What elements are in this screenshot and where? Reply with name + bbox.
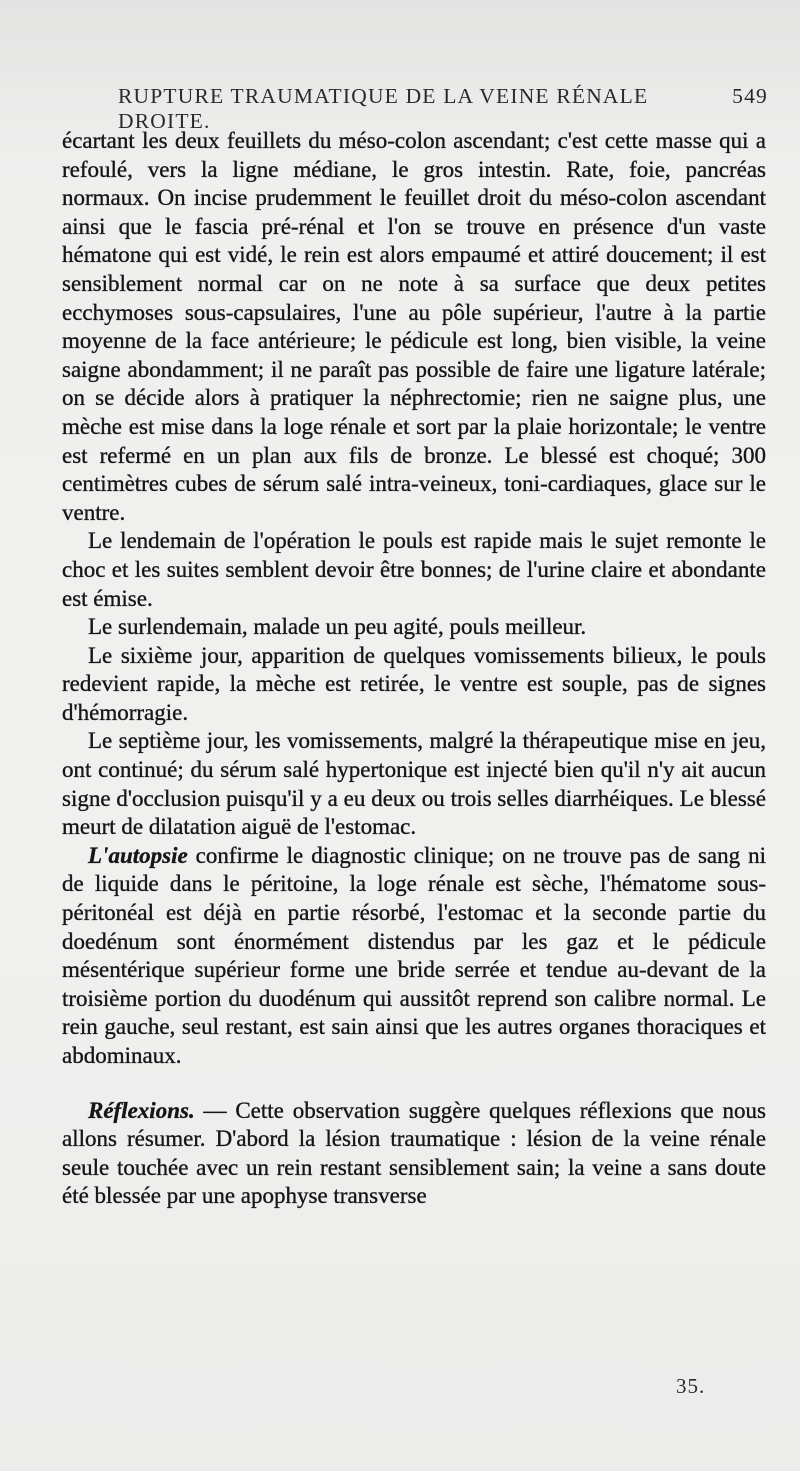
autopsy-lead: L'autopsie — [88, 842, 188, 868]
paragraph-reflexions — [62, 1097, 766, 1211]
body-text — [62, 127, 766, 1211]
signature-mark: 35. — [676, 1374, 706, 1398]
reflexions-text: — Cette observation suggère quelques réflexions que nous allons résumer. D'abord la lésion traumatique : lésion de la veine rénale seule touchée avec un rein restant sensiblement sain; la veine a sans doute été blessée par une apophyse transverse — [62, 1097, 766, 1209]
paragraph-autopsy — [62, 842, 766, 1071]
reflexions-lead: Réflexions. — [88, 1097, 195, 1123]
paragraph-second-day: Le surlendemain, malade un peu agité, pouls meilleur. — [88, 614, 587, 640]
running-title: RUPTURE TRAUMATIQUE DE LA VEINE RÉNALE DROITE. — [118, 84, 649, 133]
paragraph-sixth-day: Le sixième jour, apparition de quelques vomissements bilieux, le pouls redevient rapide, la mèche est retirée, le ventre est souple, pas de signes d'hémorragie. — [62, 642, 766, 725]
paragraph-seventh-day: Le septième jour, les vomissements, malgré la thérapeutique mise en jeu, ont continué; du sérum salé hypertonique est injecté bien qu'il n'y ait aucun signe d'occlusion puisqu'il y a eu deux ou trois selles diarrhéiques. Le blessé meurt de dilatation aiguë de l'estomac. — [62, 728, 766, 840]
paragraph-operation: écartant les deux feuillets du méso-colon ascendant; c'est cette masse qui a refoulé, vers la ligne médiane, le gros intestin. Rate, foie, pancréas normaux. On incise prudemment le feuillet droit du méso-colon ascendant ainsi que le fascia pré-rénal et l'on se trouve en présence d'un vaste hématone qui est vidé, le rein est alors empaumé et attiré doucement; il est sensiblement normal car on ne note à sa surface que deux petites ecchymoses sous-capsulaires, l'une au pôle supérieur, l'autre à la partie moyenne de la face antérieure; le pédicule est long, bien visible, la veine saigne abondamment; il ne paraît pas possible de faire une ligature latérale; on se décide alors à pratiquer la néphrectomie; rien ne saigne plus, une mèche est mise dans la loge rénale et sort par la plaie horizontale; le ventre est refermé en un plan aux fils de bronze. Le blessé est choqué; 300 centimètres cubes de sérum salé intra-veineux, toni-cardiaques, glace sur le ventre. — [62, 128, 766, 525]
paragraph-day-after: Le lendemain de l'opération le pouls est rapide mais le sujet remonte le choc et les suites semblent devoir être bonnes; de l'urine claire et abondante est émise. — [62, 528, 766, 611]
autopsy-text: confirme le diagnostic clinique; on ne trouve pas de sang ni de liquide dans le péritoine, la loge rénale est sèche, l'hématome sous-péritonéal est déjà en partie résorbé, l'estomac et la seconde partie du doedénum sont énormément distendus par les gaz et le pédicule mésentérique supérieur forme une bride serrée et tendue au-devant de la troisième portion du duodénum qui aussitôt reprend son calibre normal. Le rein gauche, seul restant, est sain ainsi que les autres organes thoraciques et abdominaux. — [62, 842, 766, 1068]
page-number: 549 — [732, 84, 768, 108]
